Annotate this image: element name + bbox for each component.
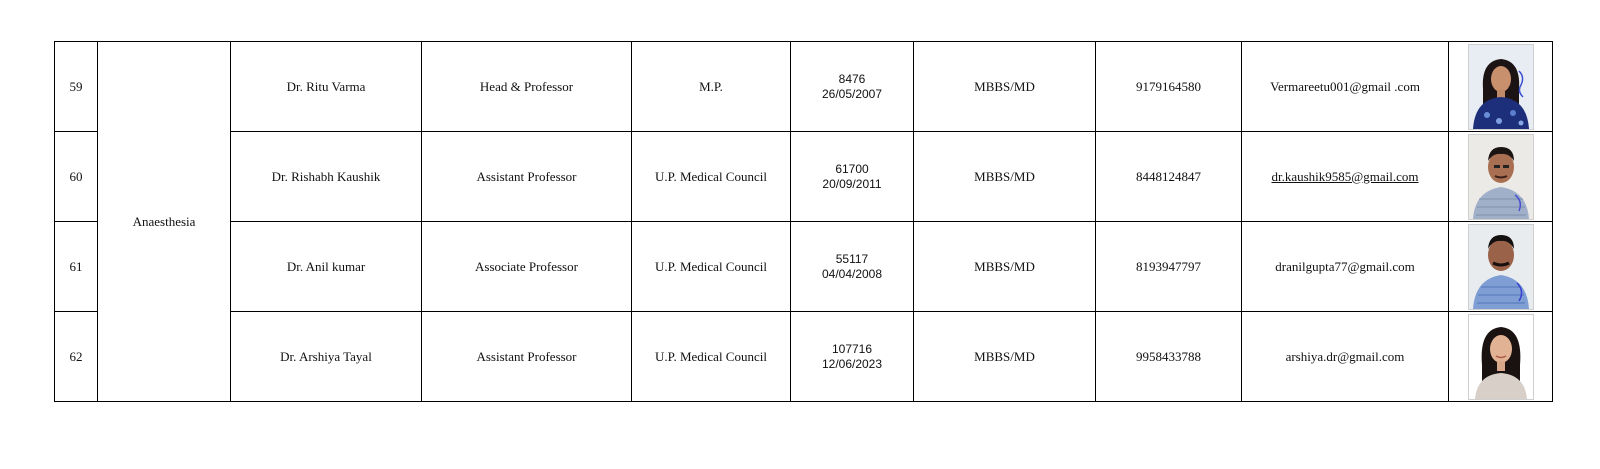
name-cell: Dr. Ritu Varma xyxy=(231,42,422,132)
registration-cell xyxy=(791,312,914,402)
serial-number-cell: 61 xyxy=(55,222,98,312)
email-cell: dranilgupta77@gmail.com xyxy=(1242,222,1449,312)
phone-cell: 8193947797 xyxy=(1096,222,1242,312)
council-cell: U.P. Medical Council xyxy=(632,132,791,222)
portrait-woman-photo xyxy=(1468,314,1534,400)
council-cell: U.P. Medical Council xyxy=(632,312,791,402)
table-row xyxy=(55,132,1553,222)
designation-cell: Head & Professor xyxy=(422,42,632,132)
table-row xyxy=(55,42,1553,132)
name-cell: Dr. Arshiya Tayal xyxy=(231,312,422,402)
council-cell: M.P. xyxy=(632,42,791,132)
portrait-man-photo xyxy=(1468,134,1534,220)
qualification-cell: MBBS/MD xyxy=(914,42,1096,132)
name-cell: Dr. Rishabh Kaushik xyxy=(231,132,422,222)
registration-date: 20/09/2011 xyxy=(822,176,882,191)
qualification-cell: MBBS/MD xyxy=(914,222,1096,312)
qualification-cell: MBBS/MD xyxy=(914,132,1096,222)
phone-cell: 9958433788 xyxy=(1096,312,1242,402)
photo-cell xyxy=(1449,132,1553,222)
registration-date: 04/04/2008 xyxy=(821,266,883,281)
serial-number-cell: 59 xyxy=(55,42,98,132)
designation-cell: Assistant Professor xyxy=(422,132,632,222)
designation-cell: Assistant Professor xyxy=(422,312,632,402)
portrait-man-photo xyxy=(1468,224,1534,310)
faculty-table xyxy=(54,41,1553,402)
table-row xyxy=(55,222,1553,312)
designation-cell: Associate Professor xyxy=(422,222,632,312)
photo-cell xyxy=(1449,222,1553,312)
registration-cell xyxy=(791,42,914,132)
email-link[interactable]: dr.kaushik9585@gmail.com xyxy=(1271,168,1419,184)
serial-number-cell: 60 xyxy=(55,132,98,222)
phone-cell: 8448124847 xyxy=(1096,132,1242,222)
registration-number: 107716 xyxy=(831,341,873,356)
photo-cell xyxy=(1449,312,1553,402)
council-cell: U.P. Medical Council xyxy=(632,222,791,312)
email-cell: Vermareetu001@gmail .com xyxy=(1242,42,1449,132)
registration-number: 61700 xyxy=(835,161,869,176)
registration-cell xyxy=(791,222,914,312)
table-row xyxy=(55,312,1553,402)
phone-cell: 9179164580 xyxy=(1096,42,1242,132)
registration-number: 55117 xyxy=(835,251,869,266)
email-cell: arshiya.dr@gmail.com xyxy=(1242,312,1449,402)
registration-number: 8476 xyxy=(838,71,866,86)
name-cell: Dr. Anil kumar xyxy=(231,222,422,312)
registration-date: 26/05/2007 xyxy=(821,86,883,101)
registration-cell xyxy=(791,132,914,222)
email-cell xyxy=(1242,132,1449,222)
qualification-cell: MBBS/MD xyxy=(914,312,1096,402)
serial-number-cell: 62 xyxy=(55,312,98,402)
portrait-woman-photo xyxy=(1468,44,1534,130)
department-cell: Anaesthesia xyxy=(98,42,231,402)
photo-cell xyxy=(1449,42,1553,132)
registration-date: 12/06/2023 xyxy=(821,356,883,371)
